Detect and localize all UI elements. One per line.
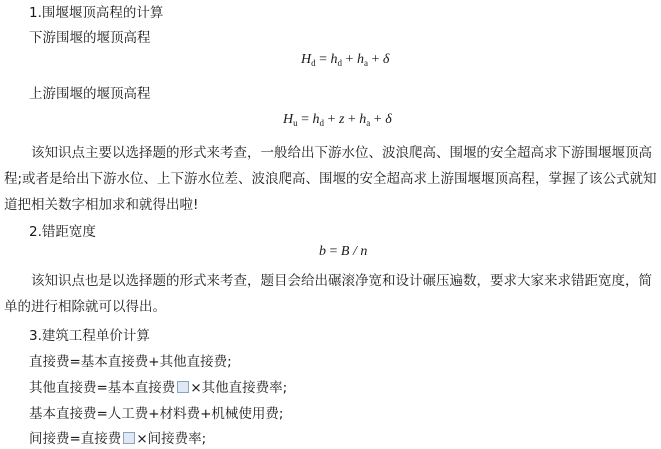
formula-subscript: d	[311, 58, 316, 68]
formula-term: b	[319, 244, 326, 259]
formula-operator: +	[344, 112, 360, 127]
broken-image-icon	[123, 432, 135, 444]
formula-term: h	[359, 112, 367, 127]
formula-subscript: a	[366, 118, 371, 128]
indirect-cost-line	[29, 430, 206, 448]
formula-operator: =	[315, 52, 331, 67]
formula-operator: +	[324, 112, 339, 127]
times-sign: ×	[190, 380, 202, 396]
direct-cost-line: 直接费=基本直接费+其他直接费;	[29, 354, 232, 370]
formula-subscript: d	[319, 118, 325, 128]
section2-heading: 2.错距宽度	[29, 224, 96, 240]
section1-explanation: 该知识点主要以选择题的形式来考查，一般给出下游水位、波浪爬高、围堰的安全超高求下游围堰堰顶高程;或者是给出下游水位、上下游水位差、波浪爬高、围堰的安全超高求上游围堰堰顶高程，掌握了该公式就知道把相关数字相加求和就得出啦!	[4, 145, 657, 213]
formula-operator: =	[297, 112, 313, 127]
section1-heading: 1.围堰堰顶高程的计算	[29, 5, 164, 21]
formula-subscript: u	[293, 118, 298, 128]
line-text: 其他直接费=基本直接费	[29, 380, 176, 396]
line-text: 间接费率;	[147, 431, 207, 447]
section2-explanation: 该知识点也是以选择题的形式来考查，题目会给出碾滚净宽和设计碾压遍数，要求大家来求错距宽度，简单的进行相除就可以得出。	[4, 273, 652, 315]
upstream-formula	[283, 111, 392, 132]
formula-subscript: d	[337, 58, 343, 68]
line-text: 其他直接费率;	[201, 380, 288, 396]
downstream-formula	[301, 51, 389, 72]
formula-term: δ	[385, 112, 392, 127]
line-text: 间接费=直接费	[29, 431, 122, 447]
formula-term: H	[283, 112, 294, 127]
times-sign: ×	[136, 431, 148, 447]
formula-term: H	[301, 52, 312, 67]
formula-term: δ	[382, 52, 390, 67]
spacing-formula	[319, 243, 367, 261]
formula-term: h	[356, 52, 364, 67]
formula-term: h	[330, 52, 338, 67]
formula-operator: +	[342, 52, 357, 67]
broken-image-icon	[177, 381, 189, 393]
upstream-label: 上游围堰的堰顶高程	[29, 86, 151, 102]
formula-term: z	[338, 112, 345, 127]
other-direct-cost-line	[29, 379, 287, 397]
basic-direct-cost-line: 基本直接费=人工费+材料费+机械使用费;	[29, 406, 284, 422]
formula-operator: +	[367, 52, 383, 67]
formula-term: B / n	[340, 244, 368, 259]
formula-term: h	[312, 112, 320, 127]
formula-subscript: a	[363, 58, 368, 68]
formula-operator: =	[326, 244, 341, 259]
downstream-label: 下游围堰的堰顶高程	[29, 30, 151, 46]
formula-operator: +	[370, 112, 386, 127]
section3-heading: 3.建筑工程单价计算	[29, 328, 150, 344]
